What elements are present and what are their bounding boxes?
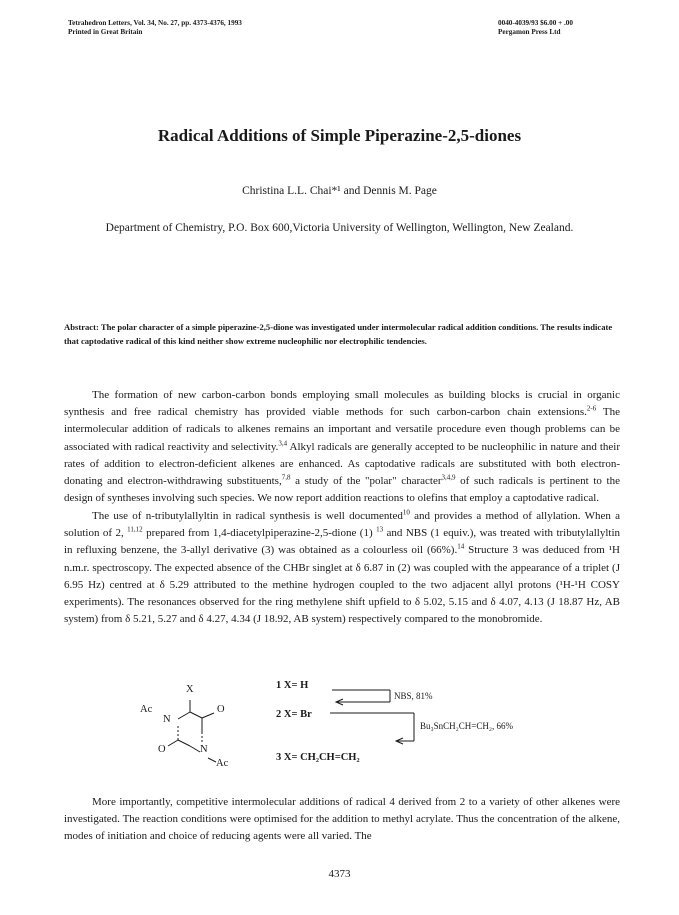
compound-3-label: 3 X= CH₂CH=CH₂	[276, 752, 360, 763]
carbonyl-oxygen-right: O	[217, 704, 225, 715]
p1-text: a study of the "polar" character	[290, 475, 442, 488]
compound-2-label: 2 X= Br	[276, 709, 312, 720]
publisher-header	[498, 19, 573, 37]
page-number: 4373	[328, 868, 351, 880]
p2-text: and NBS (1 equiv.), was treated with tributylallyltin in refluxing benzene, the 3-allyl derivative (3) was obtained as a colourless oil (66%).	[64, 527, 621, 557]
citation-ref: 11,12	[127, 525, 143, 534]
abstract-label: Abstract:	[64, 322, 99, 332]
journal-citation: Tetrahedron Letters, Vol. 34, No. 27, pp. 4373-4376, 1993	[68, 19, 242, 27]
p1-text: The intermolecular addition of radicals to alkenes remains an important and versatile procedure even though problems can be associated with radical reactivity and selectivity.	[64, 406, 621, 453]
printed-in: Printed in Great Britain	[68, 28, 143, 36]
carbonyl-oxygen-left: O	[158, 744, 166, 755]
authors: Christina L.L. Chai*¹ and Dennis M. Page	[242, 185, 437, 197]
price-code: 0040-4039/93 $6.00 + .00	[498, 19, 573, 27]
p2-text: Structure 3 was deduced from ¹H n.m.r. spectroscopy. The expected absence of the CHBr singlet at δ 6.87 in (2) was coupled with the appearance of a triplet (J 6.95 Hz) centred at δ 5.29 attributed to the methine hydrogen coupled to the two adjacent allyl protons (¹H-¹H COSY experiments). The resonances observed for the ring methylene shift upfield to δ 5.02, 5.15 and δ 4.07, 4.13 (J 18.87 Hz, AB system) from δ 5.21, 5.27 and δ 4.27, 4.34 (J 18.92, AB system) respectively compared to the monobromide.	[64, 544, 620, 626]
p2-text: and provides a method of allylation. When a solution of 2,	[64, 510, 620, 540]
journal-header	[68, 19, 242, 37]
piperazinedione-ring	[168, 700, 216, 762]
acetyl-top: Ac	[140, 704, 153, 715]
substituent-x: X	[186, 684, 194, 695]
p1-text: Alkyl radicals are generally accepted to be nucleophilic in nature and their rates of addition to electron-deficient alkenes are enhanced. As captodative radicals are substituted with both electron-donating and electron-withdrawing substituents,	[64, 440, 620, 488]
nitrogen-bottom: N	[200, 744, 208, 755]
citation-ref: 7,8	[281, 473, 291, 482]
citation-ref: 3,4,9	[441, 473, 456, 482]
reagent-nbs: NBS, 81%	[394, 691, 433, 701]
p1-text: The formation of new carbon-carbon bonds employing small molecules as building blocks is crucial in organic synthesis and free radical chemistry has provided viable methods for such carbon-carbon chain extensions.	[64, 389, 620, 419]
affiliation: Department of Chemistry, P.O. Box 600,Victoria University of Wellington, Wellington, New Zealand.	[105, 222, 574, 234]
p2-text: prepared from 1,4-diacetylpiperazine-2,5-dione (1)	[142, 527, 377, 540]
paper-title: Radical Additions of Simple Piperazine-2,5-diones	[157, 126, 522, 145]
reaction-scheme	[140, 682, 560, 782]
scheme-drawing	[140, 682, 560, 782]
citation-ref: 10	[402, 508, 410, 517]
body-paragraph-1	[64, 387, 620, 507]
citation-ref: 14	[457, 542, 465, 551]
p2-text: The use of n-tributylallyltin in radical synthesis is well documented	[92, 510, 403, 522]
publisher: Pergamon Press Ltd	[498, 28, 561, 36]
p3-text: More importantly, competitive intermolecular additions of radical 4 derived from 2 to a variety of other alkenes were investigated. The reaction conditions were optimised for the addition to methyl acrylate. Thus the concentration of the alkene, modes of initiation and choice of reducing agents were all varied. The	[64, 796, 620, 843]
acetyl-bottom: Ac	[216, 758, 229, 769]
body-paragraph-3	[64, 794, 620, 846]
reagent-allyltin: Bu₃SnCH₂CH=CH₂, 66%	[420, 721, 514, 731]
nitrogen-top: N	[163, 714, 171, 725]
citation-ref: 3,4	[278, 438, 288, 447]
citation-ref: 13	[376, 525, 384, 534]
abstract	[64, 320, 618, 348]
compound-1-label: 1 X= H	[276, 680, 309, 691]
body-paragraph-2	[64, 508, 620, 628]
abstract-text: The polar character of a simple piperazine-2,5-dione was investigated under intermolecular radical addition conditions. The results indicate that captodative radical of this kind neither show extreme nucleophilic nor electrophilic tendencies.	[64, 322, 613, 346]
p1-text: of such radicals is pertinent to the design of syntheses involving such species. We now report addition reactions to olefins that employ a captodative radical.	[64, 475, 620, 505]
citation-ref: 2-6	[586, 404, 597, 413]
